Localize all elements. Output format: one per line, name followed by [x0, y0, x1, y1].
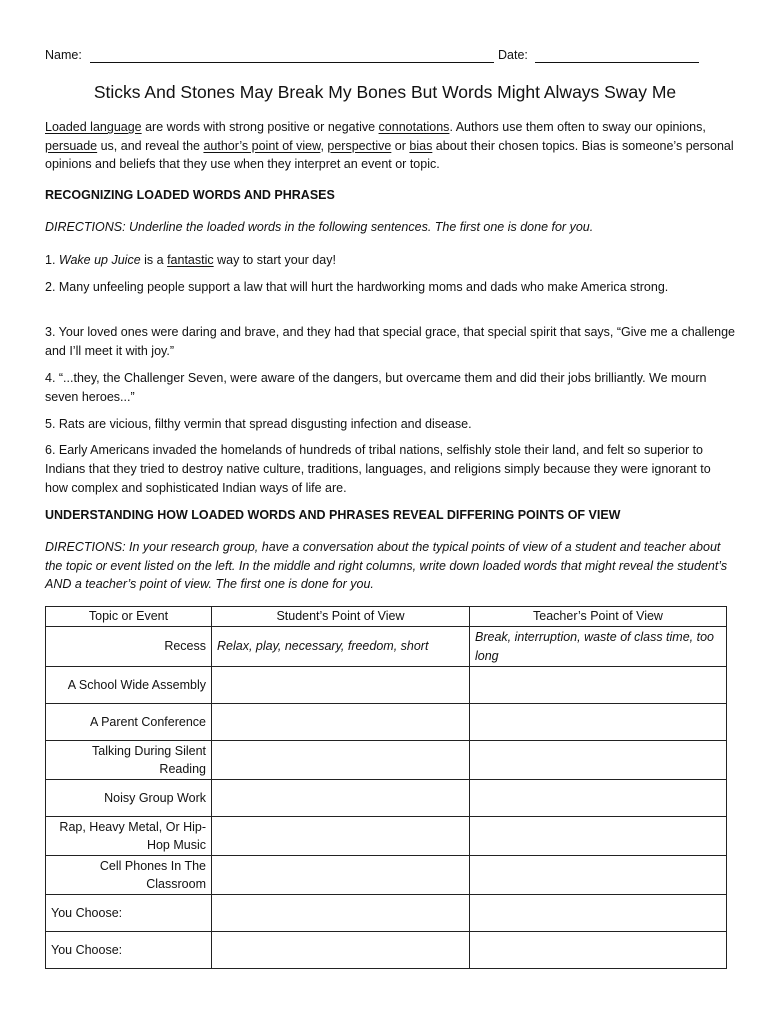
teacher-pov-cell[interactable] [470, 895, 727, 932]
student-pov-cell[interactable] [212, 704, 470, 741]
sentence-1-end: way to start your day! [213, 253, 336, 267]
student-pov-cell[interactable] [212, 932, 470, 969]
sentence-1-number: 1. [45, 253, 59, 267]
section1-heading: RECOGNIZING LOADED WORDS AND PHRASES [45, 188, 335, 202]
intro-text-2: . Authors use them often to sway our opinions, [449, 120, 706, 134]
teacher-pov-cell[interactable] [470, 932, 727, 969]
sentence-1 [45, 251, 735, 270]
row-topic: A School Wide Assembly [46, 667, 212, 704]
teacher-pov-cell[interactable] [470, 780, 727, 817]
table-row [46, 780, 727, 817]
table-row [46, 932, 727, 969]
date-label: Date: [498, 48, 528, 62]
table-header-row [46, 607, 727, 627]
row-topic: Recess [46, 627, 212, 667]
sentence-1-mid: is a [140, 253, 168, 267]
student-pov-cell[interactable] [212, 741, 470, 780]
section2-heading: UNDERSTANDING HOW LOADED WORDS AND PHRASES REVEAL DIFFERING POINTS OF VIEW [45, 508, 621, 522]
page-title: Sticks And Stones May Break My Bones But Words Might Always Sway Me [93, 82, 677, 102]
term-loaded-language: Loaded language [45, 120, 142, 134]
intro-text-6: about their chosen topics. Bias is someone’s personal opinions and beliefs that they use when they interpret an event or topic. [45, 138, 734, 171]
row-topic: Cell Phones In The Classroom [46, 856, 212, 895]
teacher-pov-cell[interactable] [470, 667, 727, 704]
teacher-pov-cell[interactable] [470, 856, 727, 895]
teacher-pov-cell[interactable] [470, 741, 727, 780]
term-authors-point-of-view: author’s point of view [203, 138, 321, 153]
row-topic: Rap, Heavy Metal, Or Hip-Hop Music [46, 817, 212, 856]
term-connotations: connotations [378, 120, 450, 134]
row-topic: You Choose: [46, 895, 212, 932]
sentence-2: 2. Many unfeeling people support a law that will hurt the hardworking moms and dads who make America strong. [45, 280, 669, 294]
term-persuade: persuade [45, 138, 98, 153]
intro-text-5: or [391, 138, 410, 153]
sentence-6: 6. Early Americans invaded the homelands of hundreds of tribal nations, selfishly stole their land, and felt so superior to Indians that they tried to destroy native culture, traditions, languages, and religions simply because they were ignorant to how complex and sophisticated Indian ways of life are. [45, 443, 711, 495]
sentence-1-product: Wake up Juice [58, 253, 141, 267]
header-row [45, 48, 705, 66]
teacher-pov-cell[interactable]: Break, interruption, waste of class time, too long [470, 627, 727, 667]
name-label: Name: [45, 48, 82, 62]
sentence-3: 3. Your loved ones were daring and brave, and they had that special grace, that special spirit that says, “Give me a challenge and I’ll meet it with joy.” [45, 325, 735, 358]
row-topic: A Parent Conference [46, 704, 212, 741]
student-pov-cell[interactable] [212, 895, 470, 932]
row-topic: You Choose: [46, 932, 212, 969]
intro-paragraph [45, 118, 735, 174]
intro-text-3: us, and reveal the [97, 138, 204, 153]
name-field-line[interactable] [90, 62, 494, 63]
teacher-pov-cell[interactable] [470, 817, 727, 856]
row-topic: Talking During Silent Reading [46, 741, 212, 780]
teacher-pov-cell[interactable] [470, 704, 727, 741]
date-field-line[interactable] [535, 62, 699, 63]
student-pov-cell[interactable] [212, 667, 470, 704]
column-header-student: Student’s Point of View [212, 607, 470, 627]
student-pov-cell[interactable] [212, 780, 470, 817]
sentence-4: 4. “...they, the Challenger Seven, were aware of the dangers, but overcame them and did their jobs brilliantly. We mourn seven heroes...” [45, 371, 707, 404]
column-header-teacher: Teacher’s Point of View [470, 607, 727, 627]
intro-text-1: are words with strong positive or negative [141, 120, 379, 134]
table-row [46, 704, 727, 741]
student-pov-cell[interactable] [212, 856, 470, 895]
section2-directions: DIRECTIONS: In your research group, have a conversation about the typical points of view of a student and teacher about the topic or event listed on the left. In the middle and right columns, write down loaded words that might reveal the student’s AND a teacher’s point of view. The first one is done for you. [45, 540, 728, 591]
point-of-view-table [45, 606, 727, 969]
section1-directions: DIRECTIONS: Underline the loaded words in the following sentences. The first one is done for you. [45, 220, 594, 234]
table-row [46, 667, 727, 704]
table-row [46, 627, 727, 667]
column-header-topic: Topic or Event [46, 607, 212, 627]
term-perspective: perspective [327, 138, 392, 153]
table-row [46, 741, 727, 780]
table-row [46, 895, 727, 932]
row-topic: Noisy Group Work [46, 780, 212, 817]
sentence-5: 5. Rats are vicious, filthy vermin that spread disgusting infection and disease. [45, 417, 472, 431]
student-pov-cell[interactable] [212, 817, 470, 856]
term-bias: bias [409, 138, 433, 153]
student-pov-cell[interactable]: Relax, play, necessary, freedom, short [212, 627, 470, 667]
intro-text-4: , [320, 138, 328, 153]
table-row [46, 856, 727, 895]
table-row [46, 817, 727, 856]
sentence-1-underlined-word: fantastic [167, 253, 214, 267]
